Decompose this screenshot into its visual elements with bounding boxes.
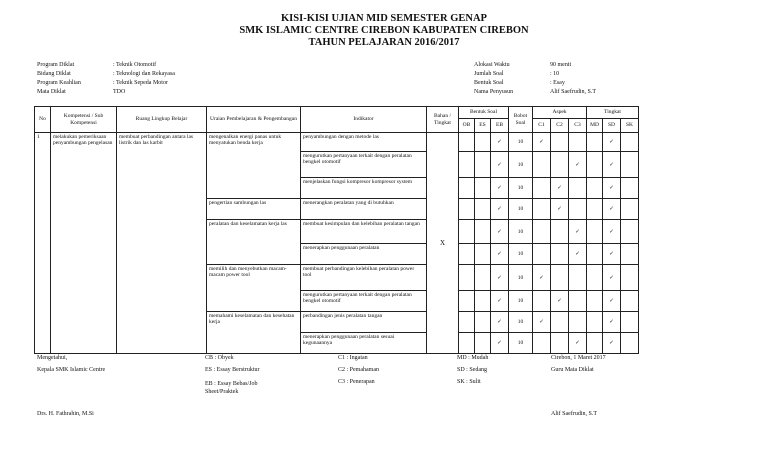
table-row [35,133,639,152]
aspek-c1-cell: ✓ [533,133,551,152]
tingkat-sd-cell: ✓ [603,152,621,178]
tingkat-md-cell [587,291,603,312]
col-aspek-header: Aspek [533,107,587,119]
tingkat-sd-cell: ✓ [603,133,621,152]
tingkat-md-cell [587,152,603,178]
tingkat-md-cell [587,333,603,354]
aspek-c3-cell [569,265,587,291]
bentuk-ob-cell [459,178,475,199]
indikator-cell: menerapkan penggunaan peralatan [301,244,427,265]
tingkat-sk-cell [621,178,639,199]
bobot-cell: 10 [509,199,533,220]
tingkat-sd-cell: ✓ [603,178,621,199]
info-value: 90 menit [550,62,572,68]
aspek-c2-cell [551,220,569,244]
tingkat-sd-cell: ✓ [603,244,621,265]
bentuk-eb-check: ✓ [491,244,509,265]
bentuk-es-cell [475,199,491,220]
info-value: Alif Saefrudin, S.T [550,89,596,95]
legend-tingkat-2: SD : Sedang [457,367,487,373]
tingkat-sk-cell [621,291,639,312]
aspek-c1-cell [533,178,551,199]
info-value: : Teknologi dan Rekayasa [113,71,175,77]
legend-aspek-3: C3 : Penerapan [338,379,375,385]
tingkat-sd-cell: ✓ [603,333,621,354]
info-label: Alokasi Waktu [474,62,510,68]
title-line-3: TAHUN PELAJARAN 2016/2017 [308,37,460,48]
tingkat-sk-cell [621,312,639,333]
col-c2-header: C2 [551,119,569,133]
tingkat-sd-cell: ✓ [603,220,621,244]
tingkat-sd-cell: ✓ [603,312,621,333]
tingkat-md-cell [587,244,603,265]
aspek-c1-cell [533,220,551,244]
bentuk-es-cell [475,178,491,199]
col-no-header: No [35,107,51,133]
aspek-c2-cell [551,244,569,265]
uraian-cell: memahami keselamatan dan kesehatan kerja [207,312,301,354]
info-value: TDO [113,89,126,95]
info-value: : Teknik Otomotif [113,62,157,68]
bentuk-es-cell [475,244,491,265]
legend-bentuk-1: CB : Obyek [205,355,234,361]
col-bentuk-header: Bentuk Soal [459,107,509,119]
title-line-2: SMK ISLAMIC CENTRE CIREBON KABUPATEN CIREBON [239,25,529,36]
col-ruang-header: Ruang Lingkup Belajar [117,107,207,133]
legend-bentuk-3: EB : Essay Bebas/Job Sheet/Praktek [205,381,258,395]
bentuk-ob-cell [459,220,475,244]
tingkat-sk-cell [621,265,639,291]
bentuk-eb-check: ✓ [491,152,509,178]
tingkat-sk-cell [621,220,639,244]
aspek-c2-cell [551,312,569,333]
bentuk-eb-check: ✓ [491,312,509,333]
indikator-cell: mengurutkan pertanyaan terkait dengan peralatan bengkel otomotif [301,152,427,178]
bentuk-eb-check: ✓ [491,133,509,152]
aspek-c2-cell [551,152,569,178]
info-right-block [474,62,596,98]
col-sk-header: SK [621,119,639,133]
bobot-cell: 10 [509,265,533,291]
col-c1-header: C1 [533,119,551,133]
bobot-cell: 10 [509,291,533,312]
aspek-c2-cell [551,133,569,152]
indikator-cell: mengurutkan pertanyaan terkait dengan peralatan bengkel otomotif [301,291,427,312]
legend-tingkat-3: SK : Sulit [457,379,481,385]
bentuk-ob-cell [459,265,475,291]
aspek-c3-cell [569,199,587,220]
bobot-cell: 10 [509,244,533,265]
bentuk-ob-cell [459,244,475,265]
footer-kepala-name: Drs. H. Fathrahin, M.Si [37,411,94,417]
footer-guru-name: Alif Saefrudin, S.T [551,411,597,417]
tingkat-md-cell [587,199,603,220]
bentuk-es-cell [475,312,491,333]
bentuk-eb-check: ✓ [491,178,509,199]
aspek-c2-cell [551,333,569,354]
aspek-c3-cell [569,133,587,152]
bentuk-eb-check: ✓ [491,333,509,354]
col-indikator-header: Indikator [301,107,427,133]
bentuk-ob-cell [459,291,475,312]
bentuk-ob-cell [459,152,475,178]
col-tingkat-header: Tingkat [587,107,639,119]
bentuk-ob-cell [459,199,475,220]
aspek-c1-cell [533,291,551,312]
tingkat-sk-cell [621,244,639,265]
uraian-cell: pengertian sambungan las [207,199,301,220]
footer-kepala: Kepala SMK Islamic Centre [37,367,106,373]
col-ob-header: OB [459,119,475,133]
bobot-cell: 10 [509,178,533,199]
bentuk-es-cell [475,152,491,178]
kisi-kisi-table [34,106,639,354]
bentuk-ob-cell [459,133,475,152]
tingkat-md-cell [587,178,603,199]
bentuk-es-cell [475,220,491,244]
tingkat-sk-cell [621,333,639,354]
bentuk-es-cell [475,265,491,291]
aspek-c3-cell: ✓ [569,333,587,354]
tingkat-sk-cell [621,133,639,152]
footer-date: Cirebon, 1 Maret 2017 [551,355,606,361]
ruang-lingkup-cell: membuat perbandingan antara las listrik dan las karbit [117,133,207,354]
bahan-cell: X [427,133,459,354]
col-c3-header: C3 [569,119,587,133]
info-label: Nama Penyusun [474,89,514,95]
col-es-header: ES [475,119,491,133]
uraian-cell: peralatan dan keselamatan kerja las [207,220,301,265]
bentuk-eb-check: ✓ [491,220,509,244]
col-bahan-header: Bahan / Tingkat [427,107,459,133]
info-label: Jumlah Soal [474,71,504,77]
indikator-cell: membuat perbandingan kelebihan peralatan power tool [301,265,427,291]
aspek-c3-cell: ✓ [569,244,587,265]
title-line-1: KISI-KISI UJIAN MID SEMESTER GENAP [281,13,487,24]
info-value: : Esay [550,80,565,86]
aspek-c3-cell [569,312,587,333]
tingkat-md-cell [587,220,603,244]
info-left-block [37,62,175,98]
kompetensi-cell: melakukan pemeriksaan penyambungan pengelasan [51,133,117,354]
tingkat-sd-cell: ✓ [603,265,621,291]
tingkat-sd-cell: ✓ [603,291,621,312]
aspek-c1-cell [533,333,551,354]
info-label: Program Keahlian [37,80,81,86]
tingkat-md-cell [587,265,603,291]
uraian-cell: mengenalkan energi panas untuk menyatukan benda kerja [207,133,301,199]
bobot-cell: 10 [509,333,533,354]
col-uraian-header: Uraian Pembelajaran & Pengembangan [207,107,301,133]
aspek-c3-cell [569,291,587,312]
bentuk-ob-cell [459,333,475,354]
col-eb-header: EB [491,119,509,133]
info-label: Bidang Diklat [37,71,71,77]
legend-aspek-2: C2 : Pemahaman [338,367,379,373]
aspek-c1-cell [533,152,551,178]
aspek-c3-cell: ✓ [569,152,587,178]
bentuk-es-cell [475,133,491,152]
aspek-c2-cell: ✓ [551,178,569,199]
aspek-c1-cell [533,244,551,265]
bentuk-eb-check: ✓ [491,291,509,312]
indikator-cell: menerapkan penggunaan peralatan sesuai kegunaannya [301,333,427,354]
indikator-cell: menerangkan peralatan yang di butuhkan [301,199,427,220]
aspek-c2-cell [551,265,569,291]
legend-tingkat-1: MD : Mudah [457,355,489,361]
col-sd-header: SD [603,119,621,133]
legend-bentuk-2: ES : Essay Berstruktur [205,367,260,373]
aspek-c1-cell: ✓ [533,312,551,333]
legend-aspek-1: C1 : Ingatan [338,355,368,361]
bentuk-eb-check: ✓ [491,199,509,220]
col-kompetensi-header: Kompetensi / Sub Kompetensi [51,107,117,133]
footer-mengetahui: Mengetahui, [37,355,68,361]
info-label: Program Diklat [37,62,75,68]
footer-guru: Guru Mata Diklat [551,367,594,373]
bentuk-es-cell [475,333,491,354]
bobot-cell: 10 [509,152,533,178]
aspek-c1-cell [533,199,551,220]
aspek-c3-cell: ✓ [569,220,587,244]
info-value: : Teknik Sepeda Motor [113,80,168,86]
indikator-cell: membuat kesimpulan dan kelebihan peralatan tangan [301,220,427,244]
indikator-cell: perbandingan jenis peralatan tangan [301,312,427,333]
aspek-c2-cell: ✓ [551,199,569,220]
tingkat-sk-cell [621,199,639,220]
row-number: 1 [35,133,51,354]
bentuk-es-cell [475,291,491,312]
info-label: Mata Diklat [37,89,66,95]
aspek-c3-cell [569,178,587,199]
bobot-cell: 10 [509,312,533,333]
bobot-cell: 10 [509,133,533,152]
tingkat-md-cell [587,312,603,333]
col-bobot-header: Bobot Soal [509,107,533,133]
indikator-cell: menjelaskan fungsi kompresor kompresor system [301,178,427,199]
indikator-cell: penyambungan dengan metode las [301,133,427,152]
aspek-c1-cell: ✓ [533,265,551,291]
tingkat-md-cell [587,133,603,152]
info-label: Bentuk Soal [474,80,504,86]
uraian-cell: memilih dan menyebutkan macam-macam power tool [207,265,301,312]
tingkat-sk-cell [621,152,639,178]
bobot-cell: 10 [509,220,533,244]
bentuk-eb-check: ✓ [491,265,509,291]
bentuk-ob-cell [459,312,475,333]
col-md-header: MD [587,119,603,133]
info-value: : 10 [550,71,560,77]
aspek-c2-cell: ✓ [551,291,569,312]
tingkat-sd-cell: ✓ [603,199,621,220]
